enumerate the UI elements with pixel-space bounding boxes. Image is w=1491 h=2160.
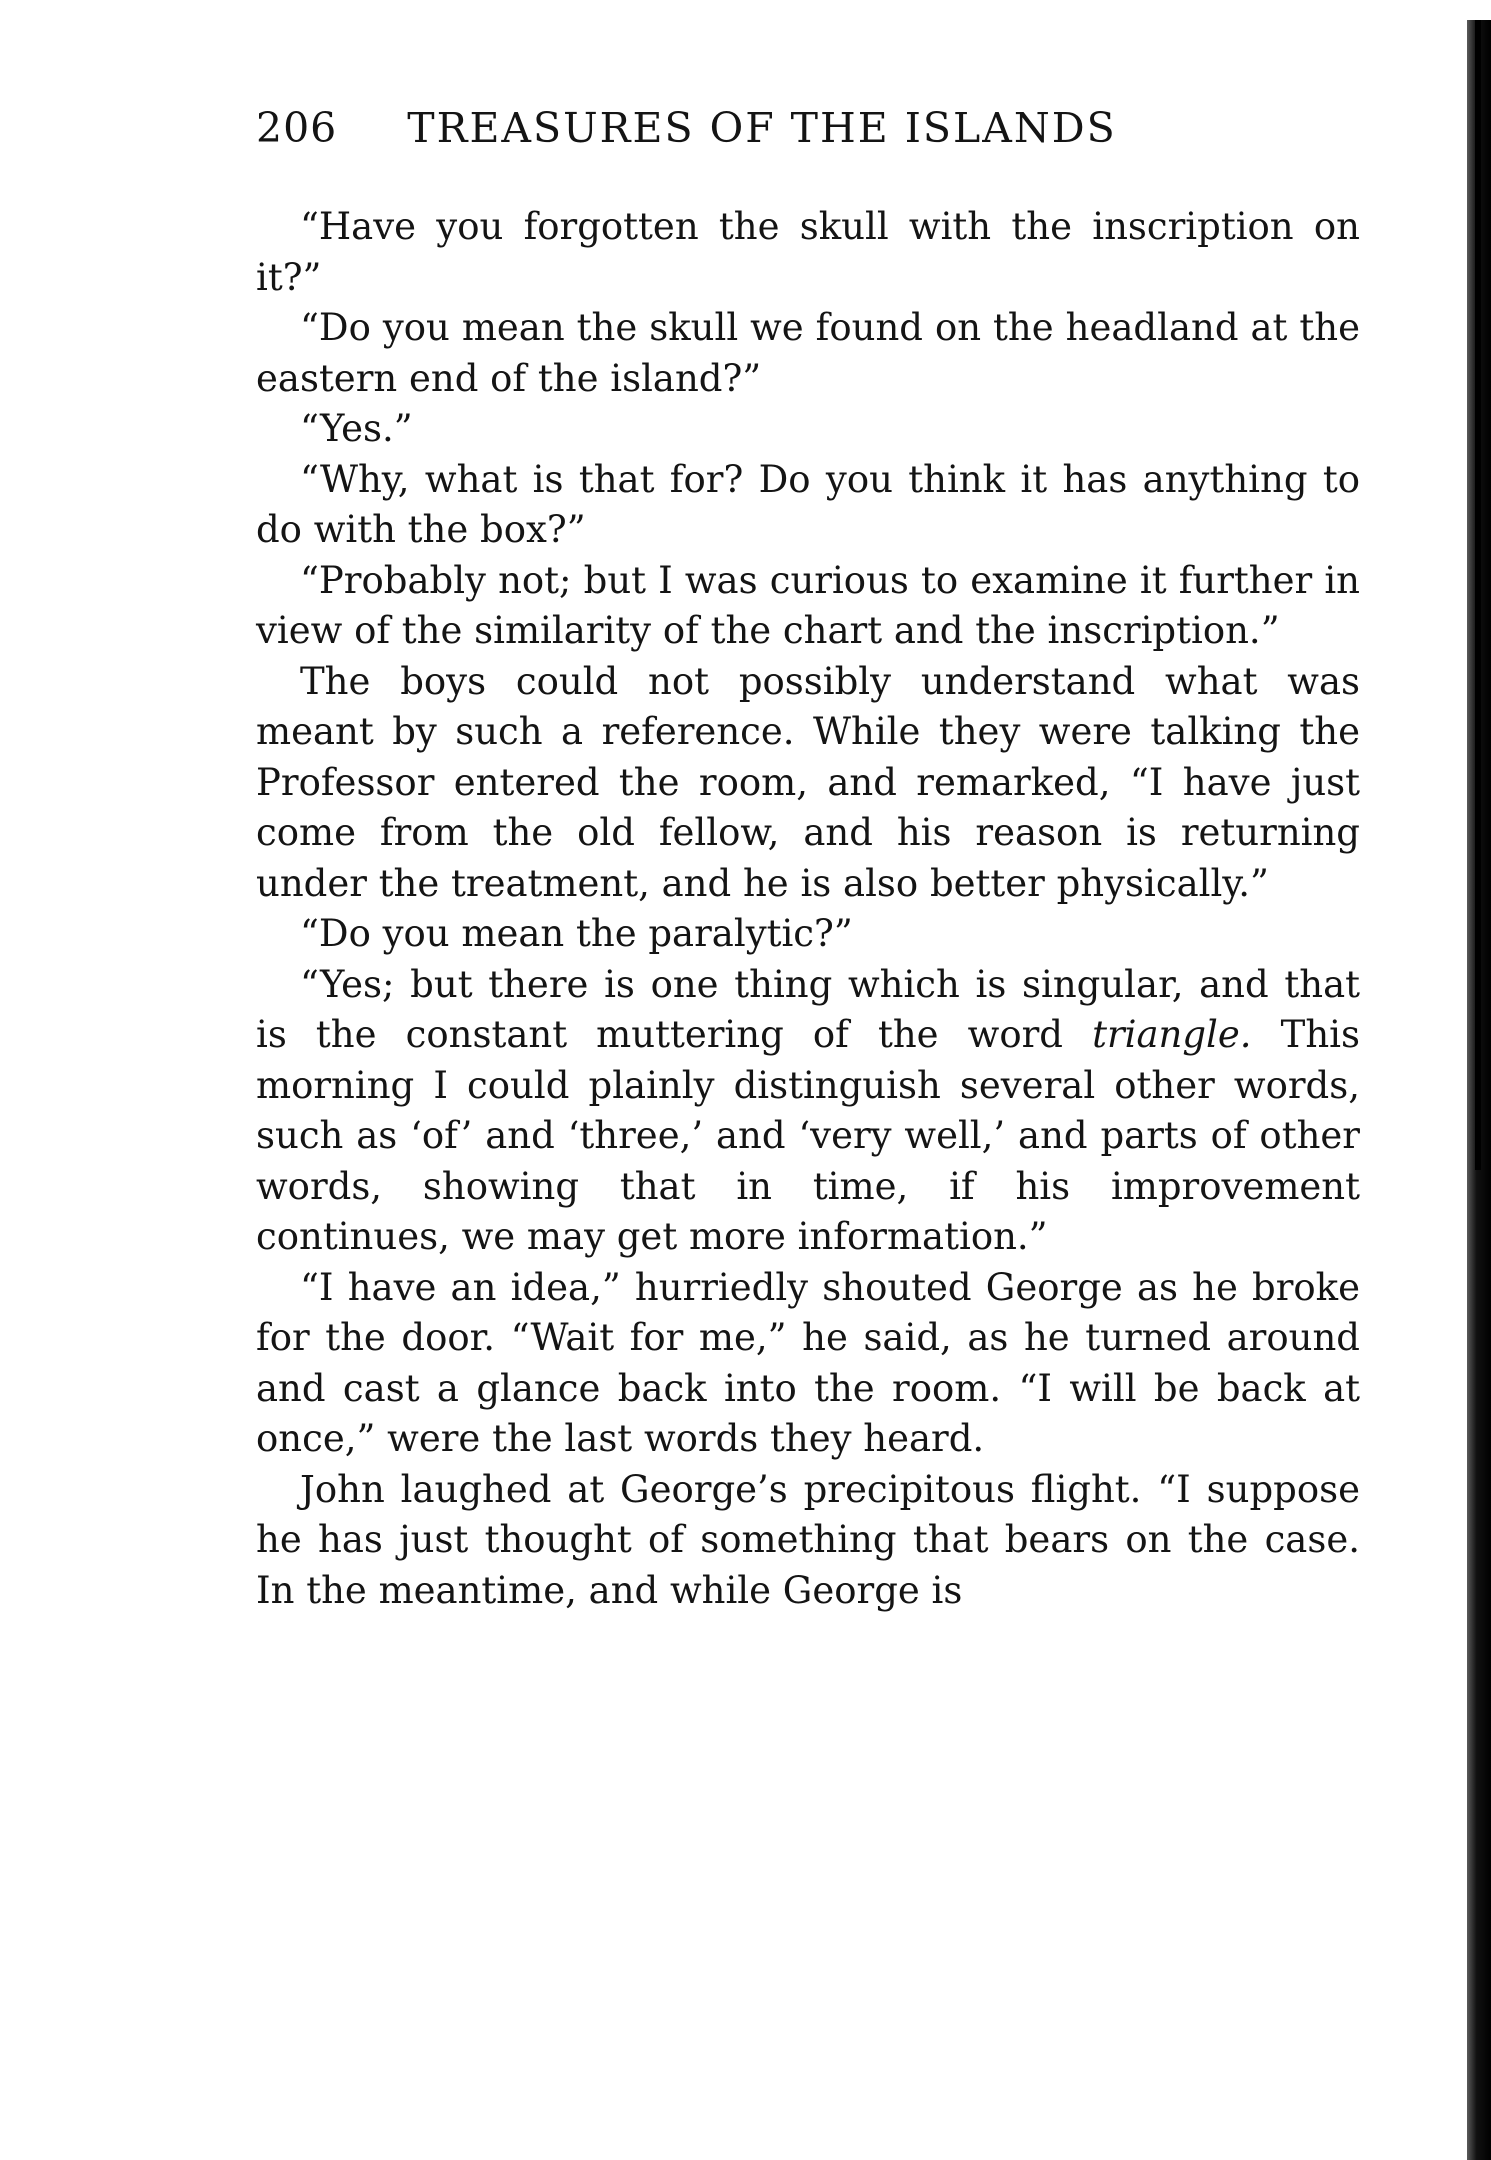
paragraph [256, 960, 1360, 1263]
paragraph-text-after: This morning I could plainly distinguish several other words, such as ‘of’ and ‘three,’ and ‘very well,’ and parts of other words, showing that in time, if his improvement continues, we may get more information.” [256, 1013, 1361, 1258]
running-head [256, 104, 1356, 164]
paragraph: “Why, what is that for? Do you think it has anything to do with the box?” [256, 457, 1360, 551]
page-edge-line [1475, 20, 1481, 1170]
paragraph: “Yes.” [300, 407, 413, 450]
page-number: 206 [256, 104, 338, 152]
paragraph: “I have an idea,” hurriedly shouted George as he broke for the door. “Wait for me,” he said, as he turned around and cast a glance back into the room. “I will be back at once,” were the last words they heard. [256, 1265, 1360, 1460]
body-text [256, 202, 1360, 1616]
running-title: TREASURES OF THE ISLANDS [407, 104, 1117, 152]
paragraph: John laughed at George’s precipitous flight. “I suppose he has just thought of something that bears on the case. In the meantime, and while George is [256, 1467, 1360, 1612]
paragraph: “Do you mean the paralytic?” [300, 912, 853, 955]
italic-word: triangle. [1092, 1013, 1252, 1056]
paragraph: The boys could not possibly understand what was meant by such a reference. While they were talking the Professor entered the room, and remarked, “I have just come from the old fellow, and his reason is returning under the treatment, and he is also better physically.” [256, 659, 1360, 905]
paragraph: “Probably not; but I was curious to examine it further in view of the similarity of the chart and the inscription.” [256, 558, 1360, 652]
paragraph-text-before: “Yes; but there is one thing which is singular, and that is the constant muttering of the word [256, 962, 1360, 1056]
paragraph: “Have you forgotten the skull with the inscription on it?” [256, 205, 1360, 299]
paragraph: “Do you mean the skull we found on the headland at the eastern end of the island?” [256, 306, 1360, 400]
